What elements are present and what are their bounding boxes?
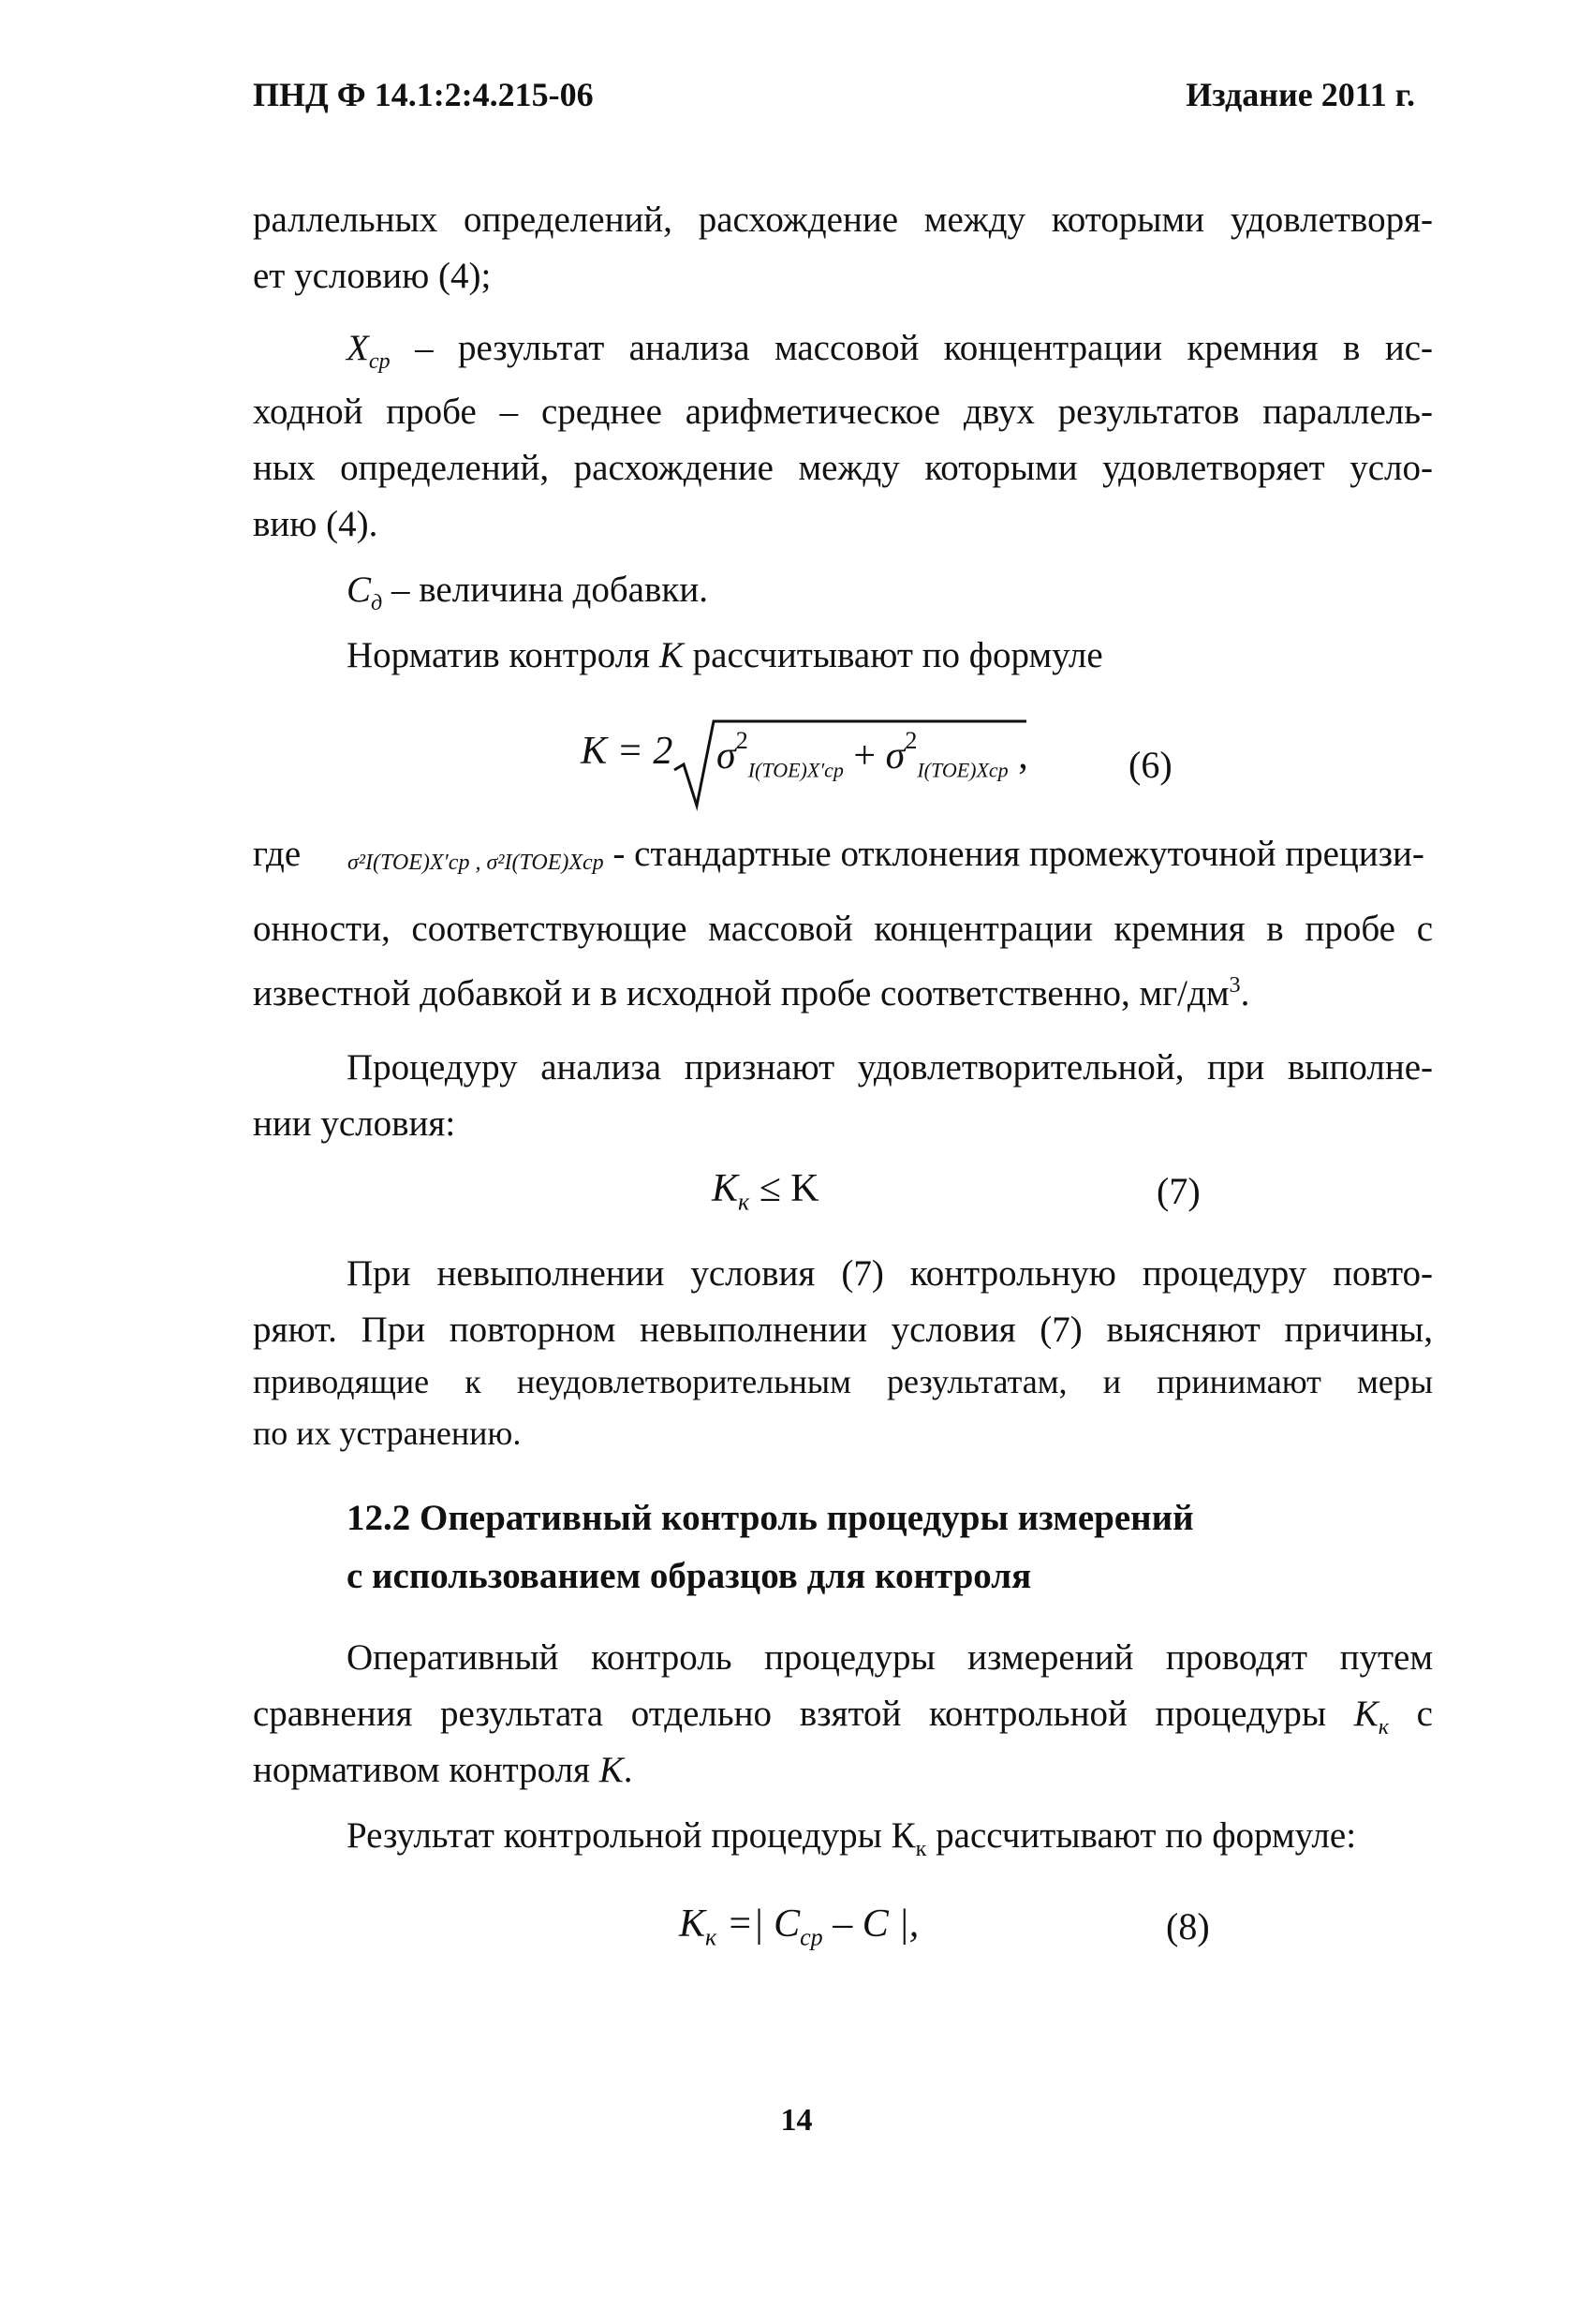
norm-text-after: рассчитывают по формуле [683,635,1103,675]
formula-6 [581,729,672,774]
paragraph-line: вию (4). [253,504,378,544]
norm-line [347,628,1527,684]
paragraph-line: ных определений, расхождение между которыми удовлетворяет усло- [253,448,1433,488]
sigma-term-2-sub: I(TOE)Xср [917,758,1009,782]
paragraph-line: Оперативный контроль процедуры измерений проводят путем [347,1637,1433,1678]
formula-6-tail: , [1008,734,1028,777]
norm-symbol: K [658,635,684,675]
where-lead: где [253,834,302,874]
oper-line-3 [253,1742,1433,1799]
sigma-term-2-sup: 2 [905,727,918,754]
cd-subscript: д [371,589,383,615]
formula-7-number: (7) [1157,1170,1201,1212]
where-units-end: . [1240,973,1250,1014]
kk-subscript: к [1378,1713,1390,1739]
sigma-term-2: σ [885,734,906,777]
paragraph-line: по их устранению. [253,1414,522,1452]
section-heading: с использованием образцов для контроля [347,1556,1032,1596]
formula-6-lhs: K = 2 [581,730,673,773]
paragraph-line: При невыполнении условия (7) контрольную процедуру повто- [347,1253,1433,1294]
formula-8-c-sub: ср [800,1923,823,1951]
oper-text-before: сравнения результата отдельно взятой контрольной процедуры [253,1694,1354,1734]
formula-8-number: (8) [1166,1905,1210,1947]
result-subscript: к [915,1835,927,1861]
units-superscript: 3 [1229,972,1241,998]
result-text-before: Результат контрольной процедуры К [347,1815,916,1856]
formula-8-eq: =| C [716,1902,801,1946]
section-heading: 12.2 Оперативный контроль процедуры измерений [347,1498,1194,1538]
oper-line3-before: нормативом контроля [253,1750,599,1790]
sigma-term-1-sup: 2 [735,727,748,754]
xcp-definition-line [347,320,1433,390]
sigma-term-1-sub: I(TOE)X′ср [747,758,844,782]
paragraph-line: онности, соответствующие массовой концентрации кремния в пробе с [253,909,1433,949]
paragraph-line: раллельных определений, расхождение между которыми удовлетворя- [253,200,1433,240]
formula-8-lhs: K [679,1902,706,1946]
paragraph-line: Процедуру анализа признают удовлетворительной, при выполне- [347,1047,1433,1088]
paragraph-line: приводящие к неудовлетворительным результатам, и принимают меры [253,1363,1433,1400]
norm-text-before: Норматив контроля [347,635,659,675]
oper-line3-after: . [623,1750,633,1790]
doc-code: ПНД Ф 14.1:2:4.215-06 [253,76,594,113]
where-sigmas: σ²I(TOE)X′ср , σ²I(TOE)Xср [347,851,604,875]
xcp-symbol: X [347,328,369,368]
formula-7 [712,1166,819,1216]
edition-label: Издание 2011 г. [1186,76,1415,113]
xcp-subscript: ср [368,348,391,374]
formula-8-minus: – C |, [822,1902,920,1946]
k-symbol: K [598,1750,624,1790]
cd-definition-line [347,562,1527,631]
paragraph-line: ходной пробе – среднее арифметическое двух результатов параллель- [253,392,1433,432]
paragraph-line: ет условию (4); [253,256,492,296]
paragraph-line: ряют. При повторном невыполнении условия (7) выясняют причины, [253,1310,1433,1350]
xcp-text: – результат анализа массовой концентрации кремния в ис- [390,328,1433,368]
where-text: - стандартные отклонения промежуточной прецизи- [603,834,1424,874]
page-number: 14 [780,2103,813,2138]
where-units-text: известной добавкой и в исходной пробе соответственно, мг/дм [253,973,1230,1014]
where-line [253,826,1452,887]
result-line [347,1808,1527,1877]
cd-symbol: C [347,570,372,610]
oper-text-after: с [1389,1694,1433,1734]
kk-symbol: K [1353,1694,1379,1734]
formula-8 [679,1902,919,1951]
formula-6-number: (6) [1128,744,1173,786]
formula-8-lhs-sub: к [705,1923,717,1951]
where-units-line [253,957,1433,1022]
formula-7-rel: ≤ K [749,1167,819,1210]
sigma-term-1: σ [716,734,736,777]
formula-6-plus: + [843,734,886,777]
paragraph-line: нии условия: [253,1103,456,1144]
result-text-after: рассчитывают по формуле: [926,1815,1357,1856]
formula-7-lhs: K [712,1167,739,1210]
formula-6-radicand [716,727,1028,782]
cd-text: – величина добавки. [382,570,708,610]
formula-7-lhs-sub: к [738,1188,750,1216]
